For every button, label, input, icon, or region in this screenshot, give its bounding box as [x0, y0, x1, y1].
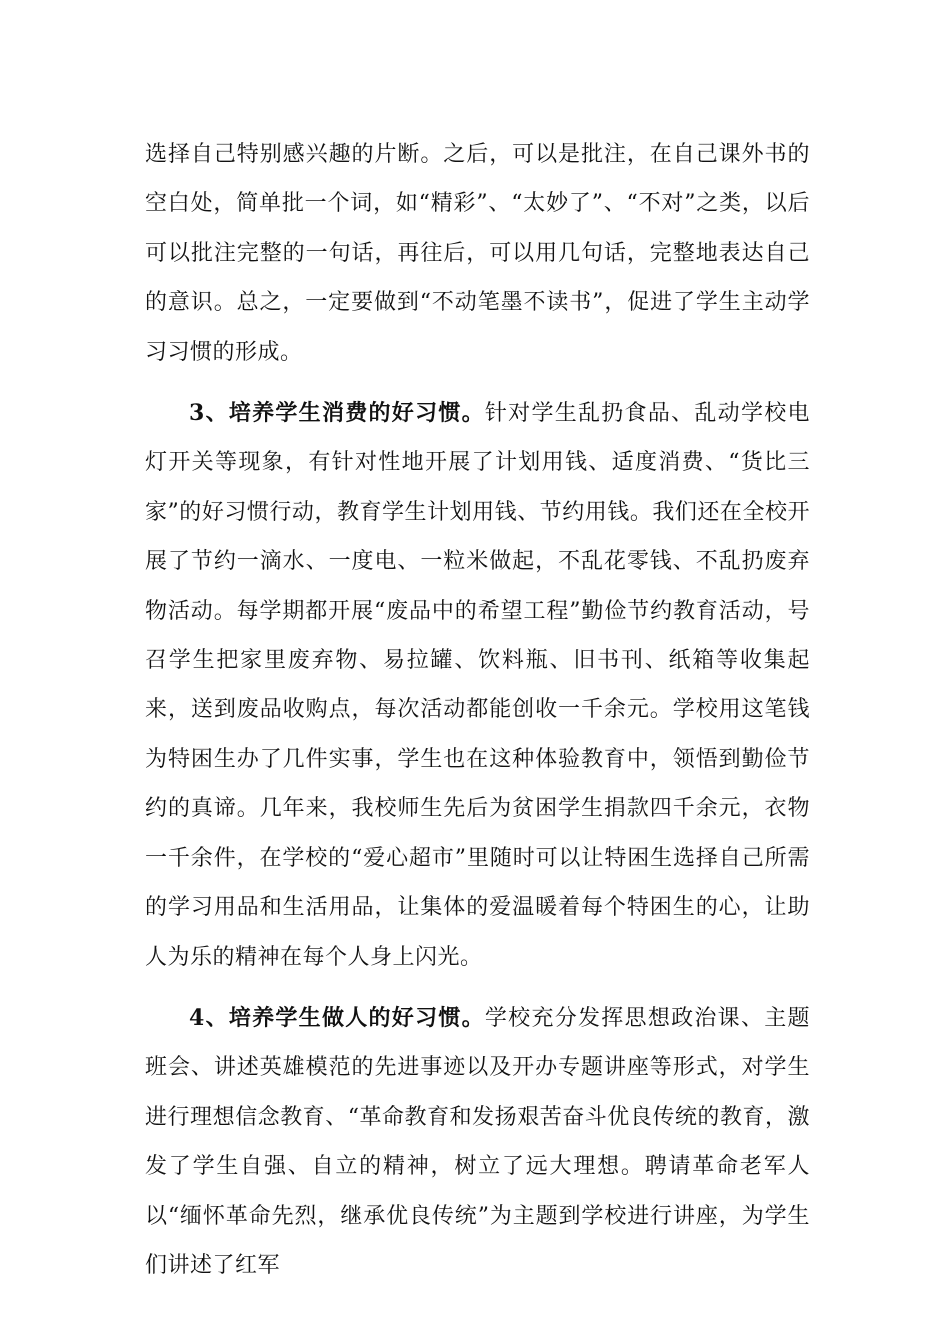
paragraph-heading: 4、培养学生做人的好习惯。 — [189, 1004, 485, 1031]
paragraph-text: 学校充分发挥思想政治课、主题班会、讲述英雄模范的先进事迹以及开办专题讲座等形式，对学生进行理想信念教育、“革命教育和发扬艰苦奋斗优良传统的教育，激发了学生自强、自立的精神，树立了远大理想。聘请革命老军人以“缅怀革命先烈，继承优良传统”为主题到学校进行讲座，为学生们讲述了红军 — [145, 1005, 810, 1278]
paragraph-text: 针对学生乱扔食品、乱动学校电灯开关等现象，有针对性地开展了计划用钱、适度消费、“货比三家”的好习惯行动，教育学生计划用钱、节约用钱。我们还在全校开展了节约一滴水、一度电、一粒米做起，不乱花零钱、不乱扔废弃物活动。每学期都开展“废品中的希望工程”勤俭节约教育活动，号召学生把家里废弃物、易拉罐、饮料瓶、旧书刊、纸箱等收集起来，送到废品收购点，每次活动都能创收一千余元。学校用这笔钱为特困生办了几件实事，学生也在这种体验教育中，领悟到勤俭节约的真谛。几年来，我校师生先后为贫困学生捐款四千余元，衣物一千余件，在学校的“爱心超市”里随时可以让特困生选择自己所需的学习用品和生活用品，让集体的爱温暖着每个特困生的心，让助人为乐的精神在每个人身上闪光。 — [145, 401, 810, 970]
paragraph-text: 选择自己特别感兴趣的片断。之后，可以是批注，在自己课外书的空白处，简单批一个词，如“精彩”、“太妙了”、“不对”之类，以后可以批注完整的一句话，再往后，可以用几句话，完整地表达自己的意识。总之，一定要做到“不动笔墨不读书”，促进了学生主动学习习惯的形成。 — [145, 142, 810, 365]
document-body — [145, 130, 810, 1290]
paragraph-continuation — [145, 130, 810, 377]
paragraph-conduct-habits — [145, 994, 810, 1290]
paragraph-heading: 3、培养学生消费的好习惯。 — [189, 400, 485, 427]
paragraph-consumption-habits — [145, 389, 810, 982]
